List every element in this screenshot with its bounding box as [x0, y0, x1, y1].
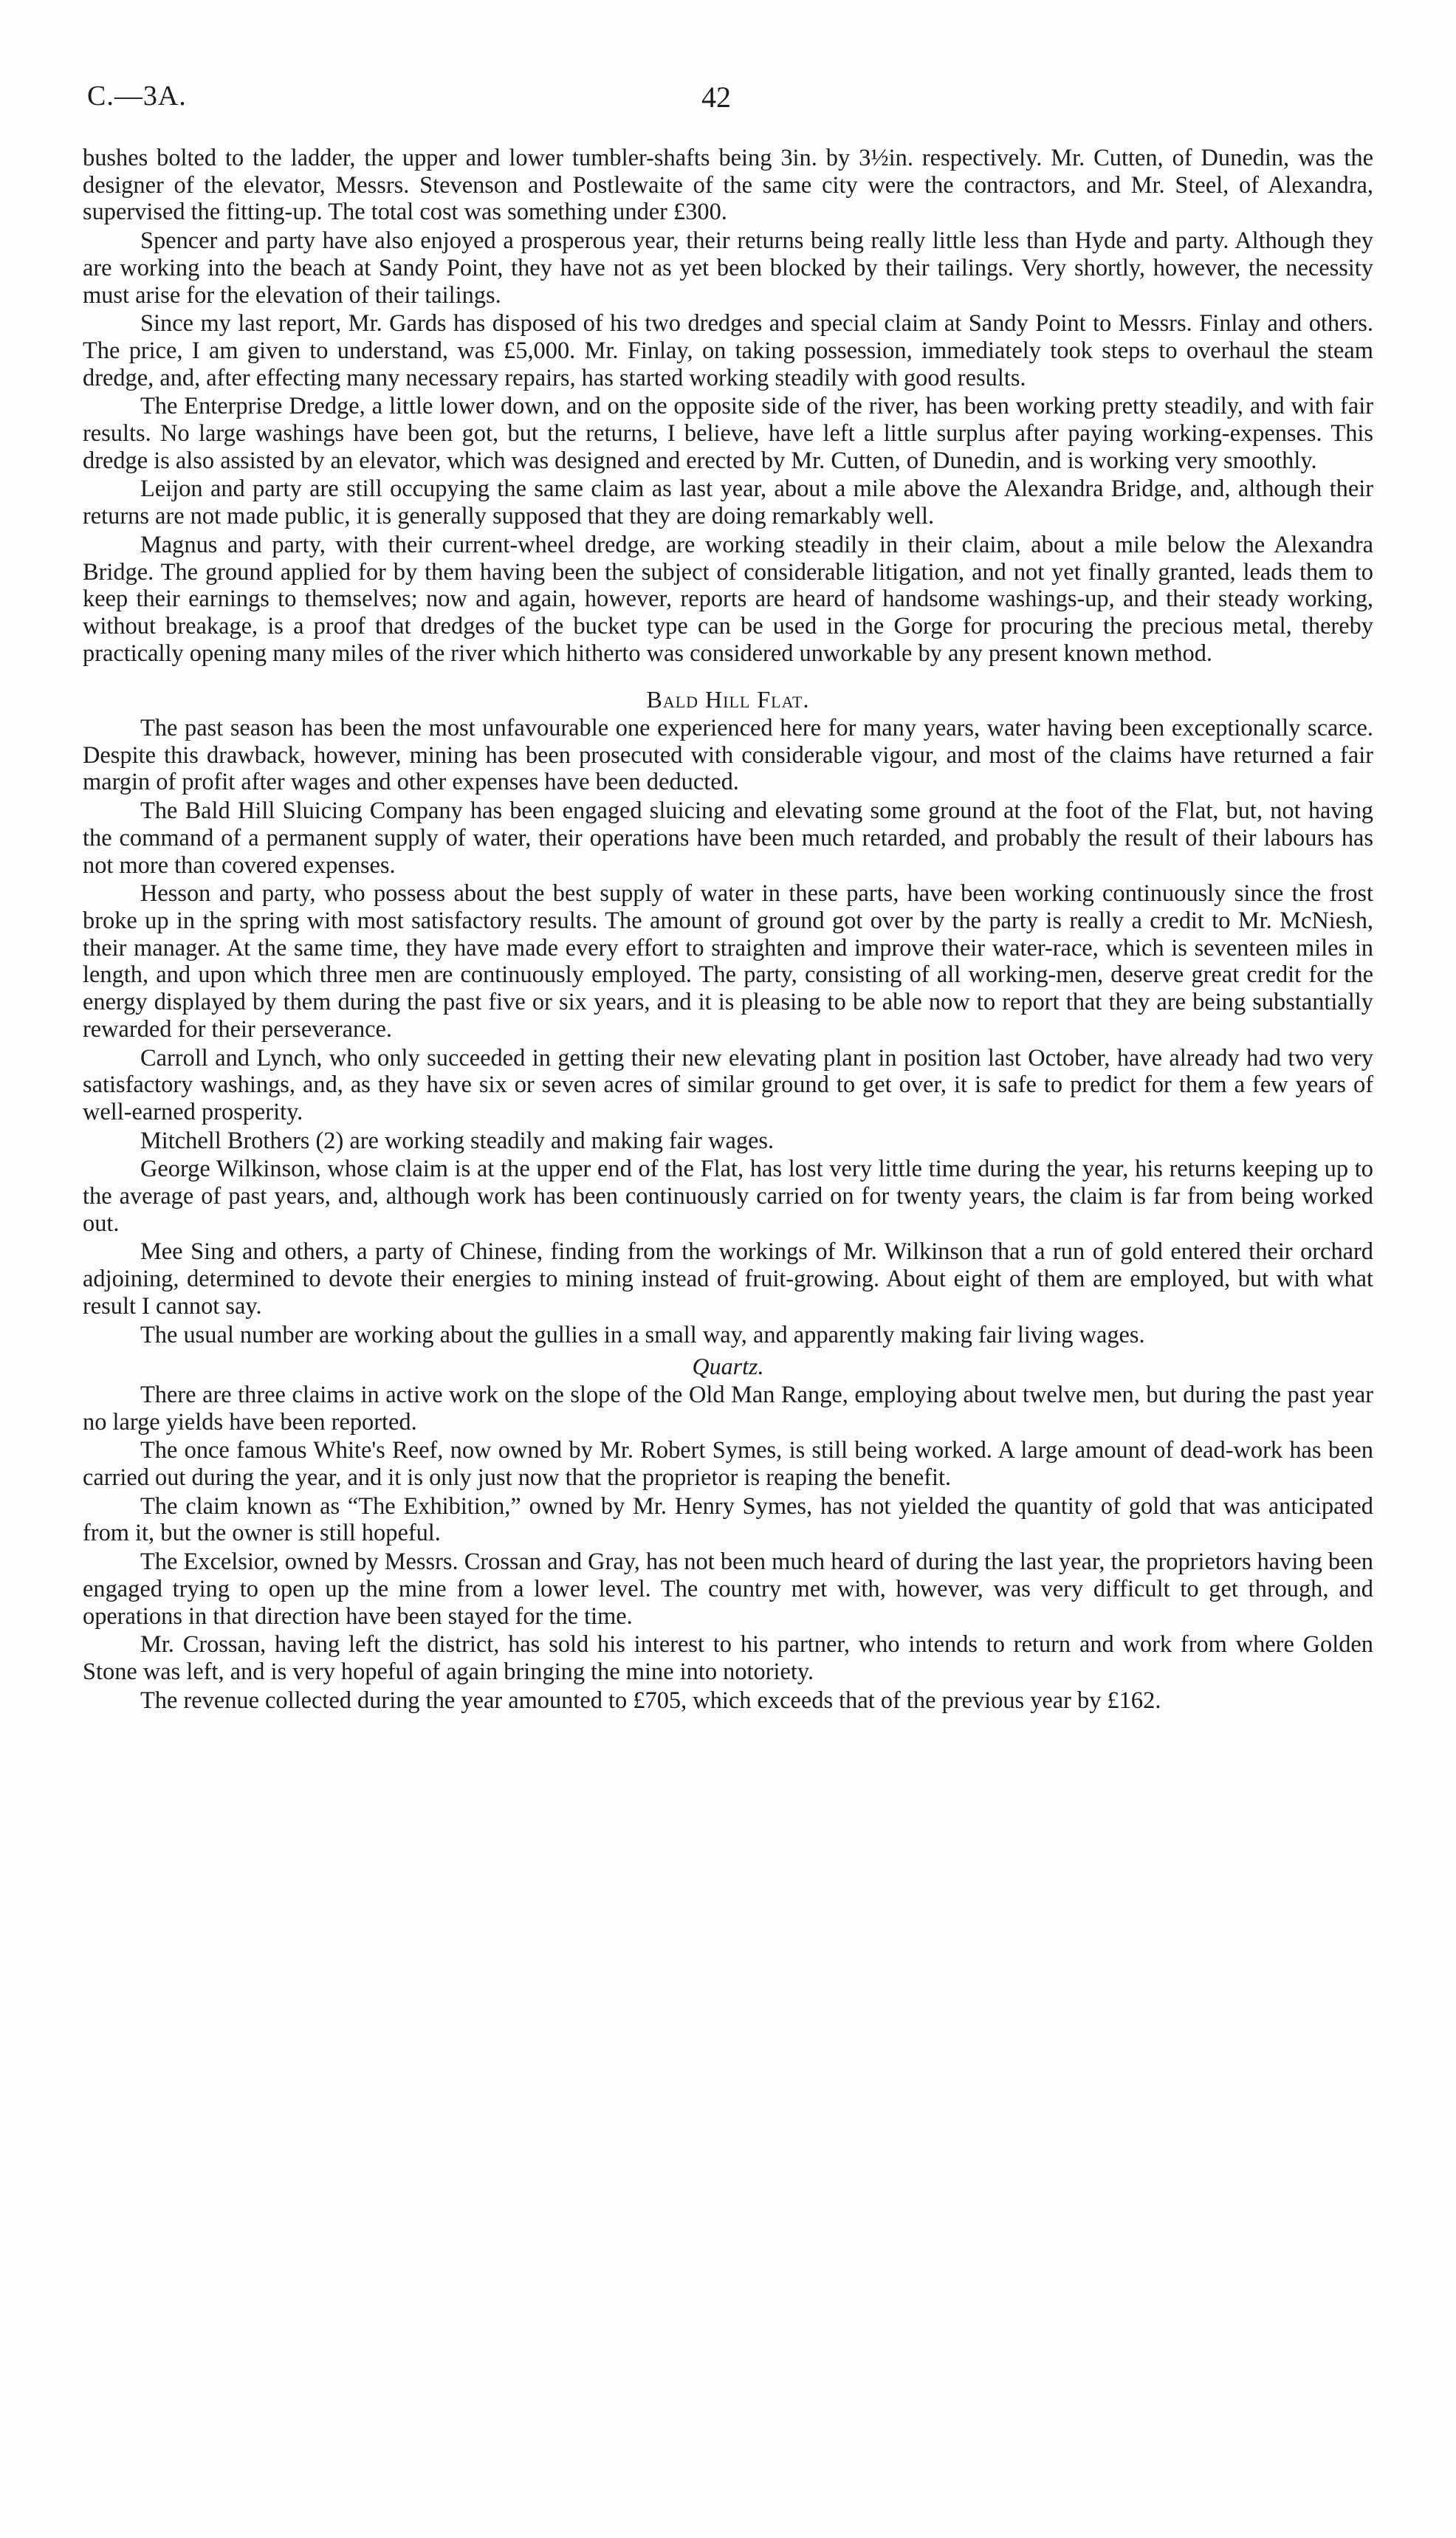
paragraph: The once famous White's Reef, now owned by Mr. Robert Symes, is still being worked. A large amount of dead-work has been carried out during the year, and it is only just now that the proprietor is reaping the benefit. — [83, 1437, 1373, 1492]
paragraph: The usual number are working about the gullies in a small way, and apparently making fair living wages. — [140, 1321, 1145, 1348]
paragraph-continuation: bushes bolted to the ladder, the upper and lower tumbler-shafts being 3in. by 3½in. respectively. Mr. Cutten, of Dunedin, was the designer of the elevator, Messrs. Stevenson and Postlewaite of the same city were the contractors, and Mr. Steel, of Alexandra, supervised the fitting-up. The total cost was something under £300. — [83, 145, 1373, 226]
report-code: C.—3A. — [87, 80, 187, 112]
paragraph: There are three claims in active work on the slope of the Old Man Range, employing about twelve men, but during the past year no large yields have been reported. — [83, 1381, 1373, 1436]
document-body — [83, 145, 1373, 1714]
paragraph: Carroll and Lynch, who only succeeded in getting their new elevating plant in position last October, have already had two very satisfactory washings, and, as they have six or seven acres of similar ground to get over, it is safe to predict for them a few years of well-earned prosperity. — [83, 1044, 1373, 1125]
paragraph: The Enterprise Dredge, a little lower down, and on the opposite side of the river, has been working pretty steadily, and with fair results. No large washings have been got, but the returns, I believe, have left a little surplus after paying working-expenses. This dredge is also assisted by an elevator, which was designed and erected by Mr. Cutten, of Dunedin, and is working very smoothly. — [83, 393, 1373, 474]
page-header — [0, 80, 1456, 124]
paragraph: Mee Sing and others, a party of Chinese, finding from the workings of Mr. Wilkinson that a run of gold entered their orchard adjoining, determined to devote their energies to mining instead of fruit-growing. About eight of them are employed, but with what result I cannot say. — [83, 1238, 1373, 1320]
paragraph: The past season has been the most unfavourable one experienced here for many years, water having been exceptionally scarce. Despite this drawback, however, mining has been prosecuted with considerable vigour, and most of the claims have returned a fair margin of profit after wages and other expenses have been deducted. — [83, 715, 1373, 796]
paragraph: Since my last report, Mr. Gards has disposed of his two dredges and special claim at Sandy Point to Messrs. Finlay and others. The price, I am given to understand, was £5,000. Mr. Finlay, on taking possession, immediately took steps to overhaul the steam dredge, and, after effecting many necessary repairs, has started working steadily with good results. — [83, 310, 1373, 391]
paragraph: Mitchell Brothers (2) are working steadily and making fair wages. — [140, 1127, 775, 1154]
paragraph: The claim known as “The Exhibition,” owned by Mr. Henry Symes, has not yielded the quantity of gold that was anticipated from it, but the owner is still hopeful. — [83, 1492, 1373, 1547]
paragraph: Spencer and party have also enjoyed a prosperous year, their returns being really little less than Hyde and party. Although they are working into the beach at Sandy Point, they have not as yet been blocked by their tailings. Very shortly, however, the necessity must arise for the elevation of their tailings. — [83, 227, 1373, 309]
section-heading-bald-hill-flat: Bald Hill Flat. — [646, 686, 810, 713]
paragraph: Mr. Crossan, having left the district, has sold his interest to his partner, who intends to return and work from where Golden Stone was left, and is very hopeful of again bringing the mine into notoriety. — [83, 1631, 1373, 1685]
paragraph: Hesson and party, who possess about the best supply of water in these parts, have been working continuously since the frost broke up in the spring with most satisfactory results. The amount of ground got over by the party is really a credit to Mr. McNiesh, their manager. At the same time, they have made every effort to straighten and improve their water-race, which is seventeen miles in length, and upon which three men are continuously employed. The party, consisting of all working-men, deserve great credit for the energy displayed by them during the past five or six years, and it is pleasing to be able now to report that they are being substantially rewarded for their perseverance. — [83, 880, 1373, 1043]
page-number: 42 — [701, 80, 731, 114]
paragraph: George Wilkinson, whose claim is at the upper end of the Flat, has lost very little time during the year, his returns keeping up to the average of past years, and, although work has been continuously carried on for twenty years, the claim is far from being worked out. — [83, 1156, 1373, 1237]
paragraph: The Excelsior, owned by Messrs. Crossan and Gray, has not been much heard of during the last year, the proprietors having been engaged trying to open up the mine from a lower level. The country met with, however, was very difficult to get through, and operations in that direction have been stayed for the time. — [83, 1548, 1373, 1630]
subsection-heading-quartz: Quartz. — [692, 1353, 764, 1380]
paragraph: Leijon and party are still occupying the same claim as last year, about a mile above the Alexandra Bridge, and, although their returns are not made public, it is generally supposed that they are doing remarkably well. — [83, 476, 1373, 530]
paragraph: Magnus and party, with their current-wheel dredge, are working steadily in their claim, about a mile below the Alexandra Bridge. The ground applied for by them having been the subject of considerable litigation, and not yet finally granted, leads them to keep their earnings to themselves; now and again, however, reports are heard of handsome washings-up, and their steady working, without breakage, is a proof that dredges of the bucket type can be used in the Gorge for procuring the precious metal, thereby practically opening many miles of the river which hitherto was considered unworkable by any present known method. — [83, 531, 1373, 667]
paragraph: The Bald Hill Sluicing Company has been engaged sluicing and elevating some ground at the foot of the Flat, but, not having the command of a permanent supply of water, their operations have been much retarded, and probably the result of their labours has not more than covered expenses. — [83, 798, 1373, 879]
paragraph: The revenue collected during the year amounted to £705, which exceeds that of the previous year by £162. — [140, 1687, 1161, 1714]
